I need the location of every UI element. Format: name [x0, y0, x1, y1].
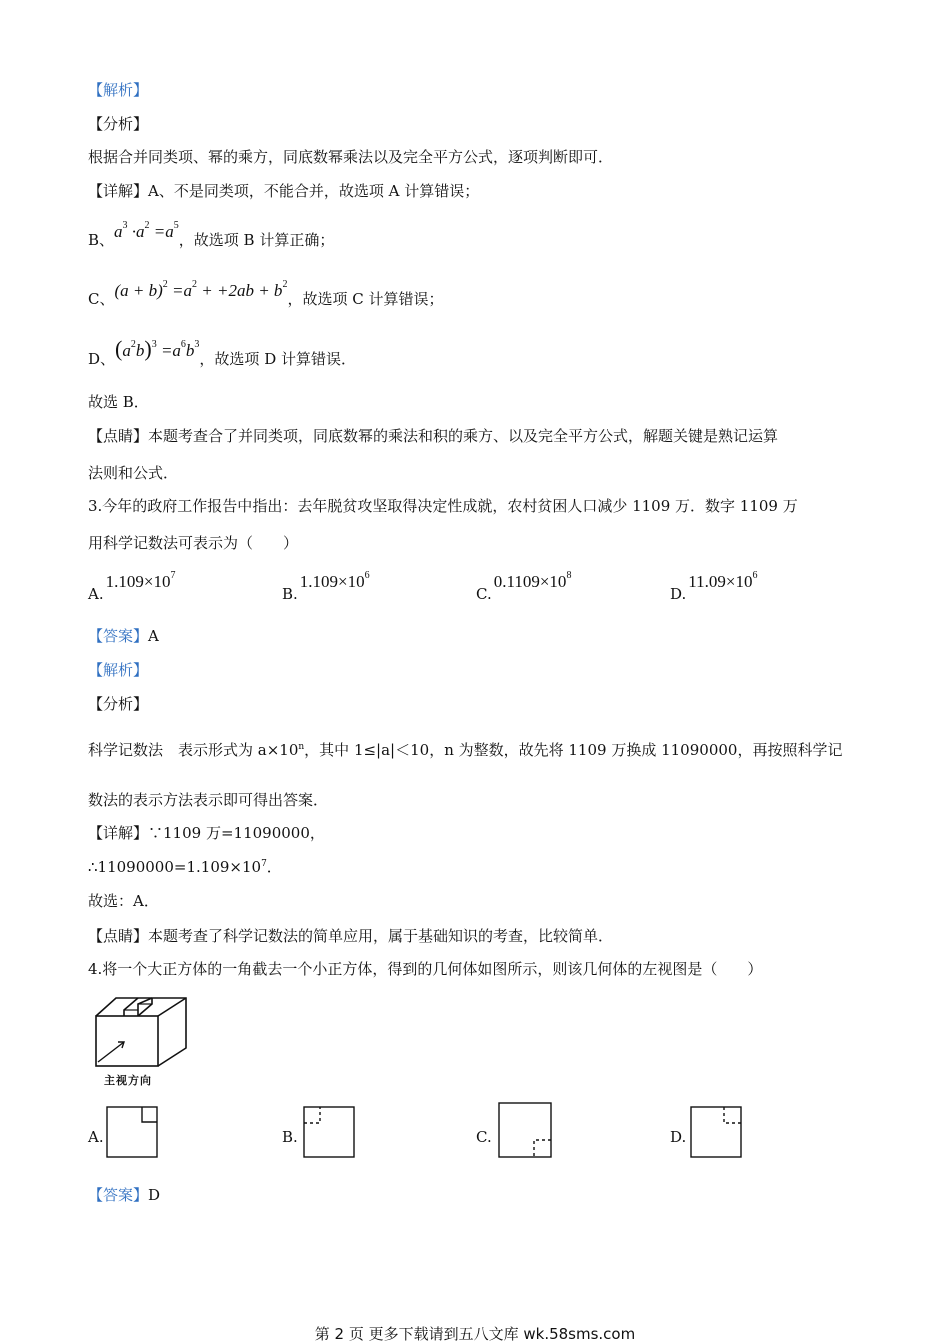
comment-label: 【点睛】	[88, 427, 149, 445]
q3-option-b	[282, 570, 370, 603]
q3-option-d-value	[688, 571, 757, 590]
q4-answer-label: 【答案】	[88, 1186, 149, 1204]
q3-a-times: ×10	[143, 572, 171, 591]
detail-d	[88, 336, 356, 368]
detail-b	[88, 220, 335, 249]
cube-caption: 主视方向	[104, 1074, 152, 1087]
q3-option-a	[88, 570, 176, 603]
fenxi-heading: 【分析】	[88, 115, 149, 133]
q3-a-mantissa: 1.109	[105, 572, 144, 591]
analysis-text: 根据合并同类项、幂的乘方，同底数幂乘法以及完全平方公式，逐项判断即可．	[88, 148, 614, 166]
q3-analysis-1	[88, 743, 842, 758]
q3-detail-2b: ．	[266, 858, 282, 876]
q4-option-d-label: D.	[670, 1128, 687, 1146]
q3-choice: 故选：A．	[88, 892, 159, 910]
detail-a	[88, 184, 479, 199]
q3-stem-2: 用科学记数法可表示为（ ）	[88, 534, 299, 552]
q3-option-a-value	[106, 571, 176, 590]
q3-detail-1-text: ∵1109 万=11090000，	[148, 824, 325, 842]
q3-option-b-label: B.	[282, 585, 298, 603]
formula-b: $a^3 \cdot a^2 =a^5$	[114, 220, 179, 241]
q4-stem: 4.将一个大正方体的一角截去一个小正方体，得到的几何体如图所示，则该几何体的左视图是（ ）	[88, 960, 763, 978]
q3-c-exp: 8	[566, 570, 572, 581]
q3-option-d-label: D.	[670, 585, 687, 603]
option-c-suffix: ，故选项 C 计算错误；	[287, 290, 444, 308]
q3-comment	[88, 929, 613, 944]
option-b-prefix: B、	[88, 231, 115, 249]
q3-b-times: ×10	[338, 572, 365, 591]
q4-answer	[88, 1188, 160, 1203]
q4-option-b-figure	[303, 1106, 357, 1160]
q3-detail-1	[88, 826, 325, 841]
q4-option-a-label: A.	[88, 1128, 104, 1146]
q3-b-exp: 6	[364, 570, 370, 581]
q3-option-c-label: C.	[476, 585, 492, 603]
q3-c-mantissa: 0.1109	[493, 572, 540, 591]
detail-a-text: A、不是同类项，不能合并，故选项 A 计算错误；	[148, 182, 480, 200]
q3-comment-text: 本题考查了科学记数法的简单应用，属于基础知识的考查，比较简单．	[148, 927, 614, 945]
q3-analysis-2: 数法的表示方法表示即可得出答案．	[88, 791, 329, 809]
q3-option-c	[476, 570, 572, 603]
option-d-suffix: ，故选项 D 计算错误．	[199, 350, 356, 368]
q3-option-c-value	[494, 571, 572, 590]
q3-analysis-exp: n	[298, 742, 305, 752]
option-b-suffix: ，故选项 B 计算正确；	[178, 231, 335, 249]
q3-option-d	[670, 570, 758, 603]
q4-option-b-label: B.	[282, 1128, 298, 1146]
detail-c	[88, 279, 444, 308]
option-c-prefix: C、	[88, 290, 115, 308]
page-footer: 第 2 页 更多下载请到五八文库 wk.58sms.com	[314, 1325, 636, 1343]
formula-c: $(a + b)^2 =a^2 + +2ab + b^2$	[114, 279, 288, 300]
q3-analysis-1a: 科学记数法 表示形式为 a×10	[88, 741, 299, 759]
q3-answer-value: A	[148, 627, 159, 645]
detail-label: 【详解】	[88, 182, 149, 200]
q3-option-a-label: A.	[88, 585, 104, 603]
q3-stem-1: 3.今年的政府工作报告中指出：去年脱贫攻坚取得决定性成就，农村贫困人口减少 1109 万．数字 1109 万	[88, 497, 798, 515]
comment-2: 法则和公式．	[88, 464, 179, 482]
jiexi-heading: 【解析】	[88, 81, 149, 99]
comment-1-text: 本题考查合了并同类项，同底数幂的乘法和积的乘方、以及完全平方公式，解题关键是熟记运算	[148, 427, 779, 445]
option-d-prefix: D、	[88, 350, 116, 368]
q3-answer-label: 【答案】	[88, 627, 149, 645]
q3-detail-2	[88, 860, 282, 875]
q3-fenxi-heading: 【分析】	[88, 695, 149, 713]
q3-c-times: ×10	[539, 572, 567, 591]
q3-d-times: ×10	[725, 572, 753, 591]
q3-detail-2-exp: 7	[261, 859, 267, 869]
q3-detail-label: 【详解】	[88, 824, 149, 842]
choice-text: 故选 B．	[88, 393, 149, 411]
q3-option-b-value	[300, 571, 370, 590]
q3-b-mantissa: 1.109	[299, 572, 339, 591]
cube-figure	[88, 990, 198, 1080]
q4-option-a-figure	[106, 1106, 160, 1160]
q3-jiexi-heading: 【解析】	[88, 661, 149, 679]
q3-d-exp: 6	[752, 570, 758, 581]
q4-option-d-figure	[690, 1106, 744, 1160]
q4-option-c-figure	[498, 1102, 554, 1162]
q3-comment-label: 【点睛】	[88, 927, 149, 945]
formula-d: $(a^2b)^3 =a^6b^3$	[115, 336, 200, 361]
q3-answer	[88, 629, 159, 644]
comment-1	[88, 429, 778, 444]
q3-d-mantissa: 11.09	[688, 572, 726, 591]
q3-analysis-1b: ，其中 1≤|a|＜10，n 为整数，故先将 1109 万换成 11090000，再按照科学记	[304, 741, 843, 759]
q4-answer-value: D	[148, 1186, 161, 1204]
q3-a-exp: 7	[170, 570, 176, 581]
q3-detail-2a: ∴11090000=1.109×10	[88, 858, 262, 876]
q4-option-c-label: C.	[476, 1128, 492, 1146]
